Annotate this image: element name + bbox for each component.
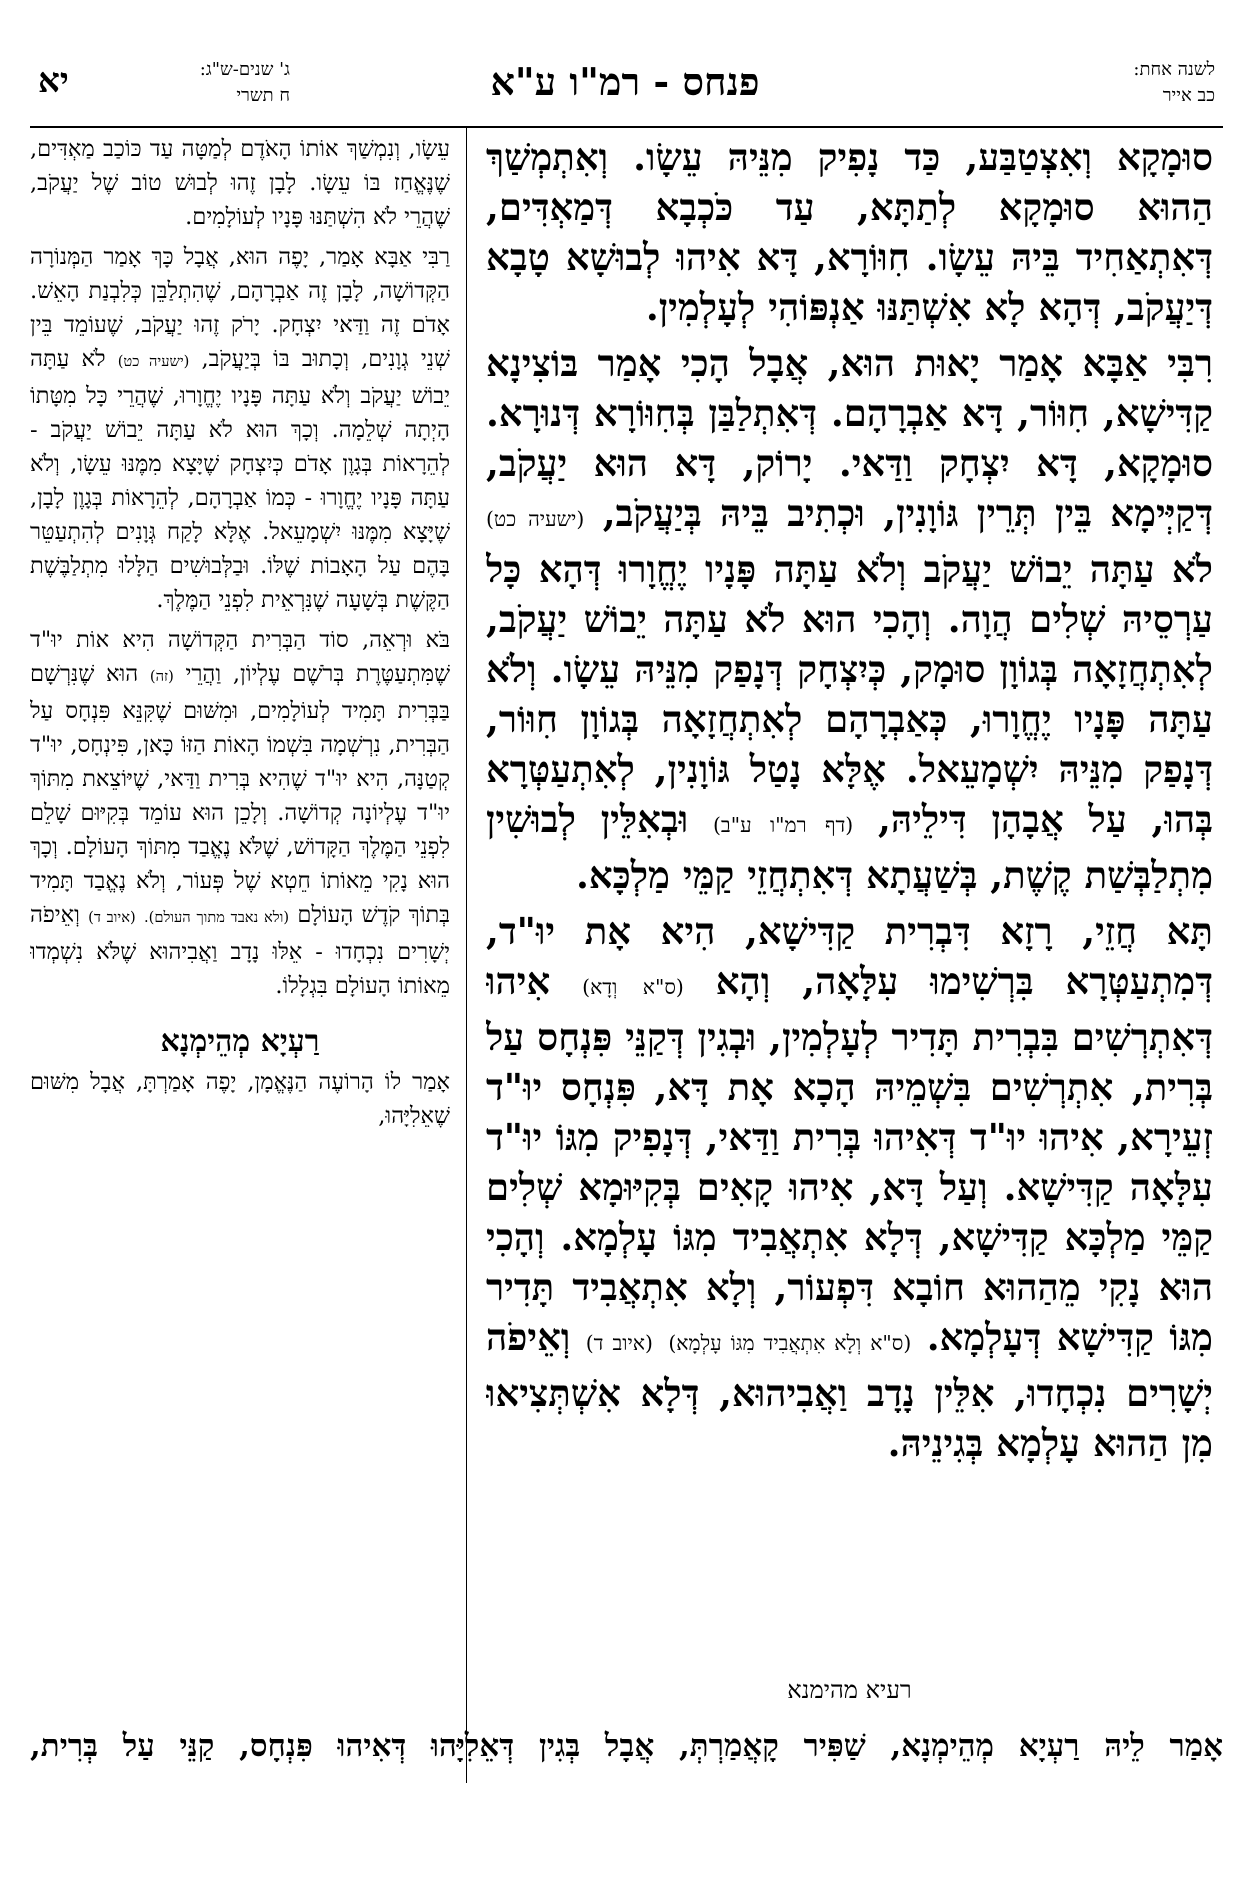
header-left-line2: ח תשרי <box>236 85 290 106</box>
header-right-line2: כב אייר <box>1162 85 1215 106</box>
main-paragraph <box>486 906 1213 1468</box>
main-paragraph-text: תָּא חֲזֵי, רָזָא דִּבְרִית קַדִּישָׁא, הִיא אָת יוּ"ד, דְּמִתְעַטְּרָא בִּרְשִׁימוּ עִלָּאָה, וְהָא <box>486 909 1213 1003</box>
main-paragraph-text: וּבְאִלֵּין לְבוּשִׁין מִתְלַבְּשַׁת קֶשֶׁת, בְּשַׁעֲתָא דְּאִתְחֲזֵי קַמֵּי מַלְכָּא. <box>486 797 1213 897</box>
main-paragraph-text: וְאֵיפֹה יְשָׁרִים נִכְחָדוּ, אִלֵּין נָדָב וַאֲבִיהוּא, דְּלָא אִשְׁתְּצִיאוּ מִן הַהוּא עָלְמָא בְּגִינֵיהּ. <box>486 1315 1213 1465</box>
side-paragraph-text: הוּא שֶׁנִּרְשָׁם בַּבְּרִית תָּמִיד לְעוֹלָמִים, וּמִשּׁוּם שֶׁקִּנֵּא פִּנְחָס עַל הַבְּרִית, נִרְשְׁמָה בִּשְׁמוֹ הָאוֹת הַזּוֹ כָּאן, פִּינְחָס, יוּ"ד קְטַנָּה, הִיא יוּ"ד שֶׁהִיא בְּרִית וַדַּאי, שֶׁיּוֹצֵאת מִתּוֹךְ יוּ"ד עֶלְיוֹנָה קְדוֹשָׁה. וְלָכֵן הוּא עוֹמֵד בְּקִיּוּם שָׁלֵם לִפְנֵי הַמֶּלֶךְ הַקָּדוֹשׁ, שֶׁלֹּא נֶאֱבַד מִתּוֹךְ הָעוֹלָם. וְכָךְ הוּא נָקִי מֵאוֹתוֹ חֵטְא שֶׁל פְּעוֹר, וְלֹא נֶאֱבַד תָּמִיד בְּתוֹךְ קֹדֶשׁ הָעוֹלָם <box>30 661 450 928</box>
column-divider <box>466 128 467 1783</box>
header-right-line1: לשנה אחת: <box>1133 59 1215 80</box>
header-left-line1: ג' שנים-ש"ג: <box>199 59 290 80</box>
main-paragraph <box>486 338 1213 900</box>
source-reference: (ס"א וְדָא) <box>582 975 684 999</box>
main-paragraph <box>486 132 1213 332</box>
side-section-heading: רַעְיָא מְהֵימְנָא <box>160 1024 320 1059</box>
main-paragraph-text: לֹא עַתָּה יֵבוֹשׁ יַעֲקֹב וְלֹא עַתָּה פָּנָיו יֶחֱוָרוּ דְּהָא כָּל עַרְסֵיהּ שְׁלִים הֲוָה. וְהָכִי הוּא לֹא עַתָּה יֵבוֹשׁ יַעֲקֹב, לְאִתְחֲזָאָה בְּגוֹוָן סוּמָק, כְּיִצְחָק דְּנָפַק מִנֵּיהּ עֵשָׂו. וְלֹא עַתָּה פָּנָיו יֶחֱוָרוּ, כְּאַבְרָהָם לְאִתְחֲזָאָה בְּגוֹוָן חִוּוֹר, דְּנָפַק מִנֵּיהּ יִשְׁמָעֵאל. אֶלָּא נָטַל גּוֹוָנִין, לְאִתְעַטְּרָא בְּהוּ, עַל אֲבָהָן דִּילֵיהּ, <box>486 547 1213 841</box>
source-reference: (ס"א וְלָא אִתְאֲבִיד מִגּוֹ עָלְמָא) <box>668 1331 912 1355</box>
side-paragraph-text: בֹּא וּרְאֵה, סוֹד הַבְּרִית הַקְּדוֹשָׁה הִיא אוֹת יוּ"ד שֶׁמִּתְעַטֶּרֶת בְּרֹשֶׁם עֶלְיוֹן, וַהֲרֵי <box>30 627 450 687</box>
page-number: יא <box>38 61 69 101</box>
header-right-study-info <box>1015 57 1215 109</box>
page-header <box>30 55 1223 125</box>
source-reference: (דף רמ"ו ע"ב) <box>713 813 854 837</box>
header-divider <box>30 126 1223 128</box>
side-paragraph <box>30 240 450 617</box>
source-reference: (איוב ד) <box>585 1331 653 1355</box>
page-title: פנחס - רמ"ו ע"א <box>490 59 760 104</box>
main-text-column <box>486 132 1213 1672</box>
footer-continuation-line: אָמַר לֵיהּ רַעְיָא מְהֵימְנָא, שַׁפִּיר קָאֲמַרְתְּ, אֲבָל בְּגִין דְּאֵלִיָּהוּ דְּאִיהוּ פִּנְחָס, קַנֵּי עַל בְּרִית, <box>30 1728 1223 1764</box>
main-section-heading: רעיא מהימנא <box>787 1676 912 1704</box>
side-paragraph <box>30 623 450 1003</box>
translation-column <box>30 132 450 1792</box>
side-paragraph <box>30 1065 450 1133</box>
source-reference: (ישעיה כט) <box>486 507 585 531</box>
source-reference: (איוב ד) <box>88 909 136 926</box>
header-left-study-info <box>130 57 290 109</box>
source-reference: (ישעיה כט) <box>117 353 190 370</box>
side-paragraph <box>30 132 450 234</box>
side-paragraph-text: לֹא עַתָּה יֵבוֹשׁ יַעֲקֹב וְלֹא עַתָּה פָּנָיו יֶחֱוָרוּ, שֶׁהֲרֵי כָּל מִטָּתוֹ הָיְתָה שְׁלֵמָה. וְכָךְ הוּא לֹא עַתָּה יֵבוֹשׁ יַעֲקֹב - לְהֵרָאוֹת בְּגָוֶן אָדֹם כְּיִצְחָק שֶׁיָּצָא מִמֶּנּוּ עֵשָׂו, וְלֹא עַתָּה פָּנָיו יֶחֱוָרוּ - כְּמוֹ אַבְרָהָם, לְהֵרָאוֹת בְּגָוֶן לָבָן, שֶׁיָּצָא מִמֶּנּוּ יִשְׁמָעֵאל. אֶלָּא לָקַח גְּוָנִים לְהִתְעַטֵּר בָּהֶם עַל הָאָבוֹת שֶׁלּוֹ. וּבַלְּבוּשִׁים הַלָּלוּ מִתְלַבֶּשֶׁת הַקֶּשֶׁת בְּשָׁעָה שֶׁנִּרְאֵית לִפְנֵי הַמֶּלֶךְ. <box>30 346 450 613</box>
side-paragraph-text: וְאֵיפֹה יְשָׁרִים נִכְחָדוּ - אֵלּוּ נָדָב וַאֲבִיהוּא שֶׁלֹּא נִשְׁמְדוּ מֵאוֹתוֹ הָעוֹלָם בִּגְלָלוֹ. <box>30 902 450 999</box>
side-paragraph-text: רַבִּי אַבָּא אָמַר, יָפֶה הוּא, אֲבָל כָּךְ אָמַר הַמְּנוֹרָה הַקְּדוֹשָׁה, לָבָן זֶה אַבְרָהָם, שֶׁהִתְלַבֵּן כְּלִבְנַת הָאֵשׁ. אָדֹם זֶה וַדַּאי יִצְחָק. יָרֹק זֶהוּ יַעֲקֹב, שֶׁעוֹמֵד בֵּין שְׁנֵי גְוָנִים, וְכָתוּב בּוֹ בְּיַעֲקֹב, <box>30 244 450 372</box>
source-reference: (ולא נאבד מתוך העולם). <box>143 909 290 926</box>
side-paragraph-text: עֵשָׂו, וְנִמְשַׁךְ אוֹתוֹ הָאֹדֶם לְמַטָּה עַד כּוֹכַב מַאְדִּים, שֶׁנֶּאֱחַז בּוֹ עֵשָׂו. לָבָן זֶהוּ לְבוּשׁ טוֹב שֶׁל יַעֲקֹב, שֶׁהֲרֵי לֹא הִשְׁתַּנּוּ פָּנָיו לְעוֹלָמִים. <box>30 136 450 230</box>
main-paragraph-text: אִיהוּ דְּאִתְרְשִׁים בִּבְרִית תָּדִיר לְעָלְמִין, וּבְגִין דְּקַנֵּי פִּנְחָס עַל בְּרִית, אִתְרְשִׁים בִּשְׁמֵיהּ הָכָא אָת דָּא, פִּנְחָס יוּ"ד זְעֵירָא, אִיהוּ יוּ"ד דְּאִיהוּ בְּרִית וַדַּאי, דְּנָפִיק מִגּוֹ יוּ"ד עִלָּאָה קַדִּישָׁא. וְעַל דָּא, אִיהוּ קָאִים בְּקִיּוּמָא שְׁלִים קַמֵּי מַלְכָּא קַדִּישָׁא, דְּלָא אִתְאֲבִיד מִגּוֹ עָלְמָא. וְהָכִי הוּא נָקִי מֵהַהוּא חוֹבָא דִּפְעוֹר, וְלָא אִתְאֲבִיד תָּדִיר מִגּוֹ קַדִּישָׁא דְּעָלְמָא. <box>486 959 1213 1359</box>
main-paragraph-text: רִבִּי אַבָּא אָמַר יָאוּת הוּא, אֲבָל הָכִי אָמַר בּוֹצִינָא קַדִּישָׁא, חִוּוֹר, דָּא אַבְרָהָם. דְּאִתְלַבַּן בְּחִוּוֹרָא דְּנוּרָא. סוּמָקָא, דָּא יִצְחָק וַדַּאי. יָרוֹק, דָּא הוּא יַעֲקֹב, דְּקַיְּימָא בֵּין תְּרֵין גּוֹוָנִין, וּכְתִיב בֵּיהּ בְּיַעֲקֹב, <box>486 341 1213 535</box>
main-paragraph-text: סוּמָקָא וְאִצְטַבַּע, כַּד נָפִיק מִנֵּיהּ עֵשָׂו. וְאִתְמְשַׁךְ הַהוּא סוּמָקָא לְתַתָּא, עַד כֹּכְבָא דְּמַאְדִּים, דְּאִתְאַחִיד בֵּיהּ עֵשָׂו. חִוּוֹרָא, דָּא אִיהוּ לְבוּשָׁא טָבָא דְּיַעֲקֹב, דְּהָא לָא אִשְׁתַּנּוּ אַנְפּוֹהִי לְעָלְמִין. <box>486 135 1213 329</box>
side-paragraph-text: אָמַר לוֹ הָרוֹעֶה הַנֶּאֱמָן, יָפֶה אָמַרְתָּ, אֲבָל מִשּׁוּם שֶׁאֵלִיָּהוּ, <box>30 1069 450 1129</box>
source-reference: (זה) <box>149 668 174 685</box>
